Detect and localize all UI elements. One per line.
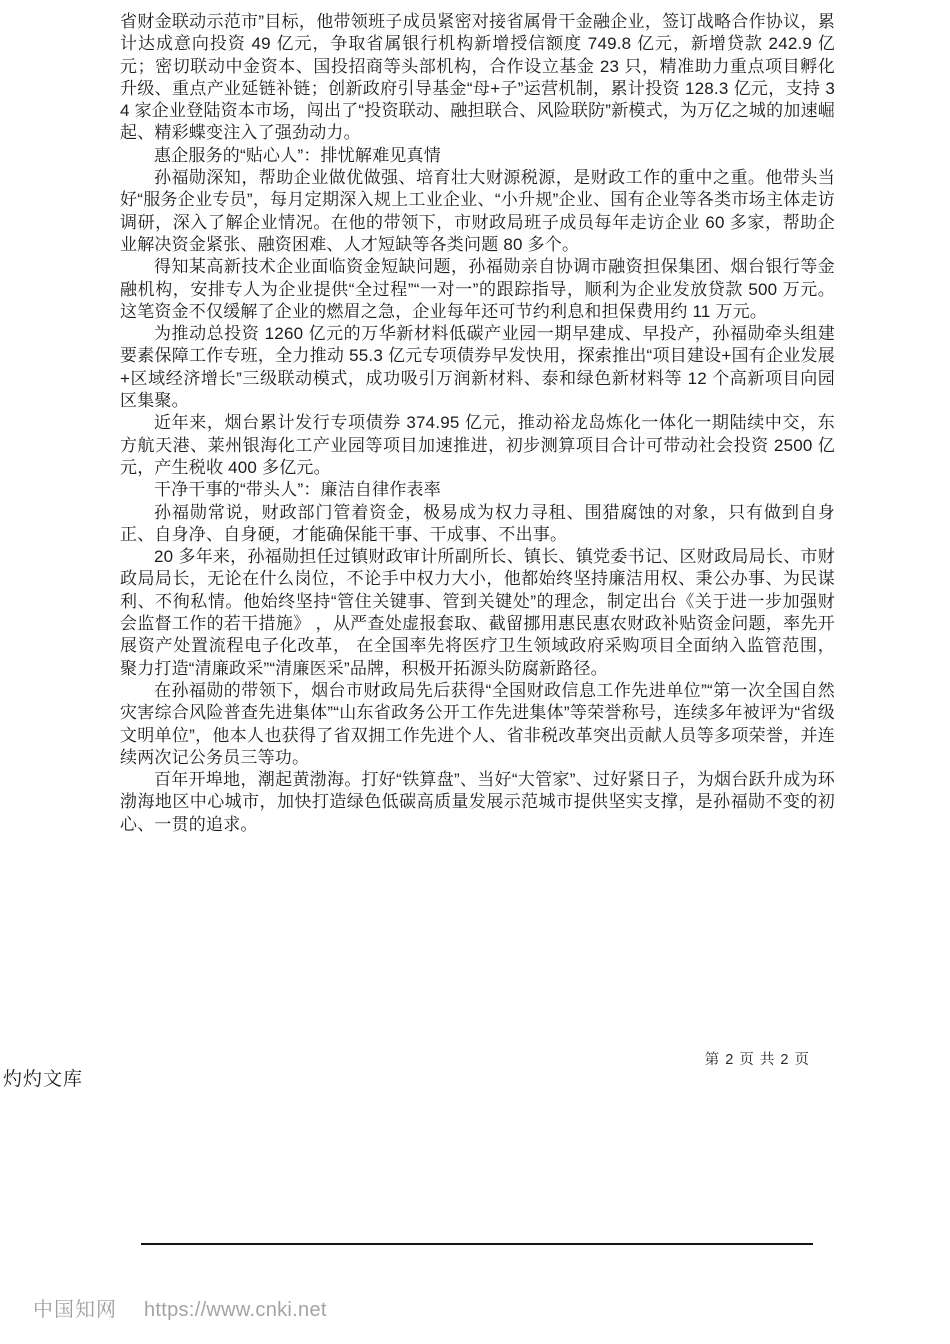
paragraph: 孙福勋常说，财政部门管着资金，极易成为权力寻租、围猎腐蚀的对象，只有做到自身正、自身净、自身硬，才能确保能干事、干成事、不出事。 bbox=[120, 502, 835, 544]
cnki-url-link[interactable]: https://www.cnki.net bbox=[144, 1299, 327, 1321]
footer-divider bbox=[141, 1243, 813, 1245]
cnki-logo-text: 中国知网 bbox=[33, 1299, 117, 1321]
paragraph: 为推动总投资 1260 亿元的万华新材料低碳产业园一期早建成、早投产，孙福勋牵头组建要素保障工作专班，全力推动 55.3 亿元专项债券早发快用，探索推出“项目建设+国有企业发展+区域经济增长”三级联动模式，成功吸引万润新材料、泰和绿色新材料等 12 个高新项目向园区集聚。 bbox=[120, 324, 835, 411]
paragraph: 近年来，烟台累计发行专项债券 374.95 亿元，推动裕龙岛炼化一体化一期陆续中交，东方航天港、莱州银海化工产业园等项目加速推进，初步测算项目合计可带动社会投资 2500 亿元，产生税收 400 多亿元。 bbox=[120, 413, 835, 477]
library-watermark: 灼灼文库 bbox=[3, 1069, 84, 1090]
paragraph: 20 多年来，孙福勋担任过镇财政审计所副所长、镇长、镇党委书记、区财政局局长、市财政局局长，无论在什么岗位，不论手中权力大小，他都始终坚持廉洁用权、秉公办事、为民谋利、不徇私情。他始终坚持“管住关键事、管到关键处”的理念，制定出台《关于进一步加强财会监督工作的若干措施》 ，从严查处虚报套取、截留挪用惠民惠农财政补贴资金问题，率先开展资产处置流程电子化改革， 在全国率先将医疗卫生领域政府采购项目全面纳入监管范围， 聚力打造“清廉政采”“清廉医采”品牌，积极开拓源头防腐新路径。 bbox=[120, 547, 835, 678]
section-heading: 干净干事的“带头人”：廉洁自律作表率 bbox=[154, 480, 441, 500]
paragraph: 在孙福勋的带领下，烟台市财政局先后获得“全国财政信息工作先进单位”“第一次全国自然灾害综合风险普查先进集体”“山东省政务公开工作先进集体”等荣誉称号，连续多年被评为“省级文明单位”，他本人也获得了省双拥工作先进个人、省非税改革突出贡献人员等多项荣誉，并连续两次记公务员三等功。 bbox=[120, 680, 835, 767]
paragraph: 孙福勋深知，帮助企业做优做强、培育壮大财源税源，是财政工作的重中之重。他带头当好“服务企业专员”，每月定期深入规上工业企业、“小升规”企业、国有企业等各类市场主体走访调研，深入了解企业情况。在他的带领下，市财政局班子成员每年走访企业 60 多家，帮助企业解决资金紧张、融资困难、人才短缺等各类问题 80 多个。 bbox=[120, 168, 835, 254]
paragraph: 得知某高新技术企业面临资金短缺问题，孙福勋亲自协调市融资担保集团、烟台银行等金融机构，安排专人为企业提供“全过程”“一对一”的跟踪指导，顺利为企业发放贷款 500 万元。这笔资金不仅缓解了企业的燃眉之急，企业每年还可节约利息和担保费用约 11 万元。 bbox=[120, 257, 835, 321]
page-number: 第 2 页 共 2 页 bbox=[704, 1052, 810, 1068]
section-heading: 惠企服务的“贴心人”：排忧解难见真情 bbox=[154, 145, 441, 165]
cnki-footer bbox=[33, 1293, 327, 1322]
paragraph: 百年开埠地，潮起黄渤海。打好“铁算盘”、当好“大管家”、过好紧日子，为烟台跃升成为环渤海地区中心城市，加快打造绿色低碳高质量发展示范城市提供坚实支撑，是孙福勋不变的初心、一贯的追求。 bbox=[120, 770, 835, 834]
document-body bbox=[120, 11, 835, 836]
paragraph: 省财金联动示范市”目标，他带领班子成员紧密对接省属骨干金融企业，签订战略合作协议，累计达成意向投资 49 亿元，争取省属银行机构新增授信额度 749.8 亿元，新增贷款 242.9 亿元；密切联动中金资本、国投招商等头部机构，合作设立基金 23 只，精准助力重点项目孵化升级、重点产业延链补链；创新政府引导基金“母+子”运营机制，累计投资 128.3 亿元，支持 34 家企业登陆资本市场，闯出了“投资联动、融担联合、风险联防”新模式，为万亿之城的加速崛起、精彩蝶变注入了强劲动力。 bbox=[120, 12, 835, 143]
